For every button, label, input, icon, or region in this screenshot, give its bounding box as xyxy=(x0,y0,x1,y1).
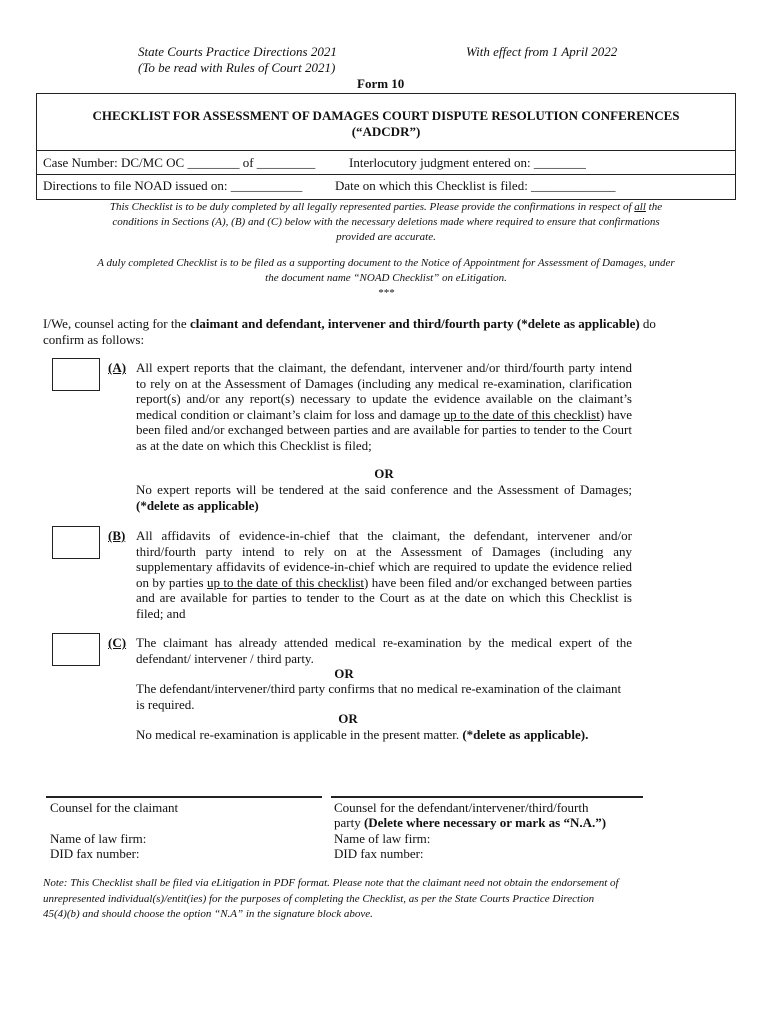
footer-note: Note: This Checklist shall be filed via eLitigation in PDF format. Please note that the claimant need not obtain the endorsement of unrepresented individual(s)/entit(ies) for the purposes of completing the Checklist, as per the State Courts Practice Direction 45(4)(b) and should choose the option “N.A” in the signature block above. xyxy=(43,877,619,920)
claimant-counsel-label: Counsel for the claimant xyxy=(50,800,179,815)
section-c-or-2: OR xyxy=(338,711,358,726)
effective-date-label: With effect from 1 April 2022 xyxy=(466,44,618,59)
checklist-filed-date-field: Date on which this Checklist is filed: _____________ xyxy=(335,178,616,193)
case-number-field: Case Number: DC/MC OC ________ of _________ xyxy=(43,155,316,170)
section-b-label: (B) xyxy=(108,528,126,543)
section-a-text: All expert reports that the claimant, the defendant, intervener and/or third/fourth party intend to rely on at the Assessment of Damages (including any medical re-examination, clarification report(s) and/or any report(s) necessary to update the evidence available on the claimant’s medical condition or claimant’s claim for loss and damage up to the date of this checklist) have been filed and/or exchanged between parties and are available for parties to tender to the Court as at the date on which this Checklist is filed; xyxy=(136,360,633,453)
defendant-signature-line xyxy=(331,796,643,798)
checklist-title-abbrev: (“ADCDR”) xyxy=(351,124,421,139)
noad-directions-field: Directions to file NOAD issued on: ___________ xyxy=(43,178,303,193)
completion-note: This Checklist is to be duly completed by all legally represented parties. Please provide the confirmations in respect of all the conditions in Sections (A), (B) and (C) below with the necessary deletions made where required to ensure that confirmations provided are accurate. xyxy=(109,201,663,243)
section-c-checkbox[interactable] xyxy=(52,633,100,666)
section-c-not-applicable: No medical re-examination is applicable in the present matter. (*delete as applicable). xyxy=(136,727,589,742)
section-a-alternative: No expert reports will be tendered at the said conference and the Assessment of Damages; (*delete as applicable) xyxy=(136,482,632,513)
intro-statement: I/We, counsel acting for the claimant and defendant, intervener and third/fourth party (*delete as applicable) do confirm as follows: xyxy=(43,316,656,347)
section-b-checkbox[interactable] xyxy=(52,526,100,559)
interlocutory-judgment-field: Interlocutory judgment entered on: ________ xyxy=(349,155,586,170)
defendant-counsel-label: Counsel for the defendant/intervener/third/fourth xyxy=(334,800,589,815)
section-b-text: All affidavits of evidence-in-chief that the claimant, the defendant, intervener and/or third/fourth party intend to rely on at the Assessment of Damages (including any supplementary affidavits of evidence-in-chief which are required to update the evidence relied on by parties up to the date of this checklist) have been filed and/or exchanged between parties and are available for parties to tender to the Court as at the date on which this Checklist is filed; and xyxy=(136,528,632,621)
practice-directions-label: State Courts Practice Directions 2021 xyxy=(138,44,337,59)
claimant-law-firm-label: Name of law firm: xyxy=(50,831,147,846)
read-with-label: (To be read with Rules of Court 2021) xyxy=(138,60,336,75)
section-c-label: (C) xyxy=(108,635,127,650)
form-number: Form 10 xyxy=(357,76,405,91)
checklist-title: CHECKLIST FOR ASSESSMENT OF DAMAGES COURT DISPUTE RESOLUTION CONFERENCES xyxy=(92,108,680,123)
defendant-counsel-label-cont: party (Delete where necessary or mark as “N.A.”) xyxy=(334,815,607,830)
section-a-label: (A) xyxy=(108,360,127,375)
section-a-or: OR xyxy=(374,466,394,481)
section-c-text: The claimant has already attended medical re-examination by the medical expert of the defendant/ intervener / third party. xyxy=(136,635,632,666)
section-c-no-reexam: The defendant/intervener/third party confirms that no medical re-examination of the claimant is required. xyxy=(136,681,622,712)
defendant-fax-label: DID fax number: xyxy=(334,846,424,861)
divider xyxy=(36,150,736,151)
section-a-checkbox[interactable] xyxy=(52,358,100,391)
section-c-or-1: OR xyxy=(334,666,354,681)
defendant-law-firm-label: Name of law firm: xyxy=(334,831,431,846)
claimant-fax-label: DID fax number: xyxy=(50,846,140,861)
claimant-signature-line xyxy=(46,796,322,798)
filing-note: A duly completed Checklist is to be filed as a supporting document to the Notice of Appointment for Assessment of Damages, under the document name “NOAD Checklist” on eLitigation. *** xyxy=(97,257,675,299)
divider xyxy=(36,174,736,175)
